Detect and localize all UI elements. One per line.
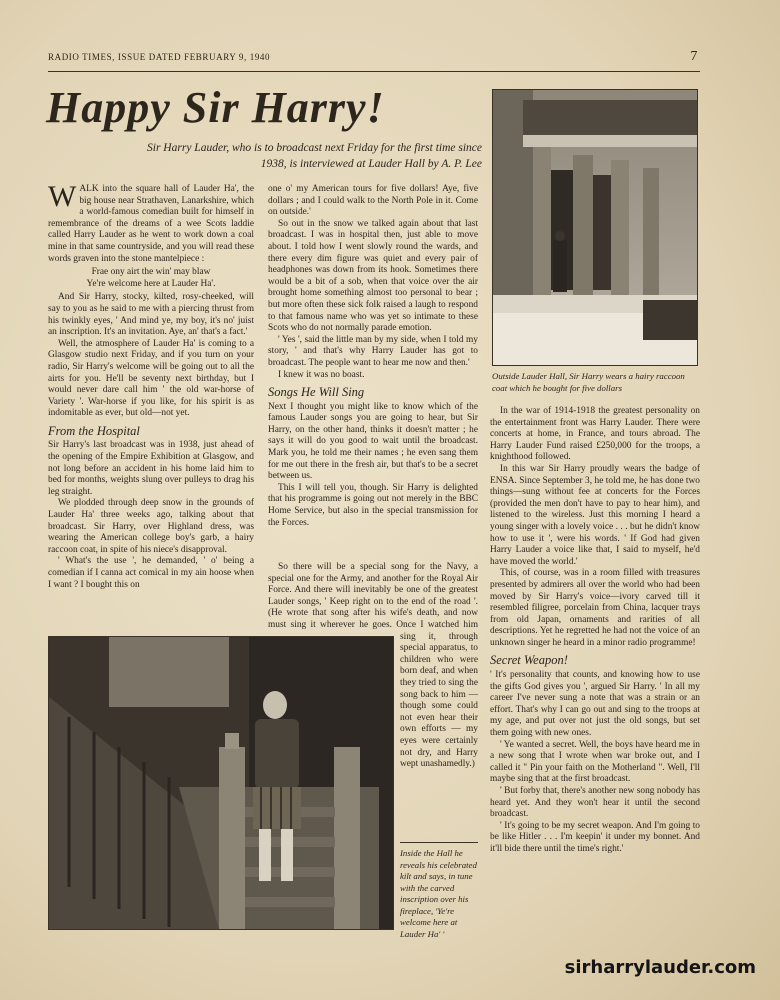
- paragraph: ' Ye wanted a secret. Well, the boys have heard me in a new song that I wrote when war broke out, and I called it " Pin your faith on the Motherland ". Well, I'll maybe sing that at the first broadcast.: [490, 739, 700, 785]
- running-head-text: RADIO TIMES, ISSUE DATED FEBRUARY 9, 1940: [48, 52, 271, 62]
- paragraph: ' Yes ', said the little man by my side, when I told my story, ' and that's why Harry Lauder has got to broadcast. The people want to hear me now and then.': [268, 334, 478, 368]
- section-heading: Secret Weapon!: [490, 653, 568, 668]
- inscription-verse: [48, 267, 254, 290]
- page-number: 7: [690, 49, 698, 64]
- paragraph: So out in the snow we talked again about that last broadcast. I was in hospital then, just able to move about. I told how I went slowly round the wards, and there every dim figure was quiet and every pair of headphones was down from its hook. Sometimes there would be a bit of a sob, when that voice over the air brought home something almost too personal to bear ; but more often these sick folk raised a laugh to respond to that famous name who was yet so intimate to these Scots who do not normally parade emotion.: [268, 218, 478, 334]
- paragraph: [48, 180, 254, 265]
- paragraph-text: So there will be a special song for the Navy, a special one for the Army, and another for the Royal Air Force. And there will inevitably be one of the greatest Lauder songs, ' Keep right on to the end of the road '. (He wrote that song after his wife's death, and now must sing it wherever he goes. Once I watched him sing it, through special apparatus, to children who were born deaf, and when they tried to sing the song back to him — though some could not even hear their own efforts — my eyes were certainly not dry, and Harry wept unashamedly.): [268, 562, 478, 770]
- paragraph: Sir Harry's last broadcast was in 1938, just ahead of the opening of the Empire Exhibition at Glasgow, and not long before an accident in his home laid him to bed for months, weights slung over pulleys to drag his leg straight.: [48, 440, 254, 497]
- paragraph: ' But forby that, there's another new song nobody has heard yet. And they won't hear it until the second broadcast.: [490, 786, 700, 820]
- paragraph-text: ALK into the square hall of Lauder Ha', the big house near Strathaven, Lanarkshire, which a world-famous comedian built for himself in remembrance of the dreams of a wee Scots laddie called Harry Lauder as he went to work down a coal mine in that same countryside, and you will read these words graven into the stone mantelpiece :: [48, 184, 254, 264]
- photo-lauder-hall-exterior: [492, 89, 698, 366]
- article-title: Happy Sir Harry!: [46, 83, 385, 132]
- column-1: [48, 180, 254, 591]
- paragraph: I knew it was no boast.: [278, 369, 365, 380]
- paragraph: ' It's going to be my secret weapon. And I'm going to be like Hitler . . . I'm keepin' it under my bonnet. And it'll bide there until the time's right.': [490, 820, 700, 854]
- verse-line: Ye're welcome here at Lauder Ha'.: [86, 278, 216, 289]
- paragraph: Well, the atmosphere of Lauder Ha' is coming to a Glasgow studio next Friday, and if you turn on your radio, Sir Harry's welcome will be going out to all the airts for you. He'll be seventy next birthday, but I would never dare call him ' the old war-horse of Variety '. War-horse if you like, for his spirit is as indomitable as ever, but old—not yet.: [48, 338, 254, 419]
- paragraph: Next I thought you might like to know which of the famous Lauder songs you are going to hear, but Sir Harry, on the other hand, thinks it doesn't matter ; he says it will do you good to wait until the broadcast. Mark you, he told me their names ; he even sang them for me out there in the fresh air, but that's to be a secret between us.: [268, 401, 478, 482]
- article-subtitle: Sir Harry Lauder, who is to broadcast next Friday for the first time since 1938, is interviewed at Lauder Hall by A. P. Lee: [147, 142, 482, 170]
- photo-illustration: [49, 637, 393, 929]
- running-head: [48, 49, 698, 64]
- paragraph: ' What's the use ', he demanded, ' o' being a comedian if I canna act comical in my ain hoose when I want ? I bought this on: [48, 556, 254, 590]
- caption-rule: [400, 842, 478, 843]
- paragraph: In the war of 1914-1918 the greatest personality on the entertainment front was Harry Lauder. There were concerts at home, in France, and tours abroad. The Harry Lauder Fund raised £250,000 for the troops, a knighthood followed.: [490, 406, 700, 463]
- site-watermark: sirharrylauder.com: [564, 957, 756, 978]
- drop-cap: W: [48, 180, 77, 213]
- paragraph: This I will tell you, though. Sir Harry is delighted that his programme is going out not merely in the BBC Home Service, but also in the special transmission for the Forces.: [268, 482, 478, 528]
- verse-line: Frae ony airt the win' may blaw: [91, 267, 211, 278]
- paragraph: In this war Sir Harry proudly wears the badge of ENSA. Since September 3, he told me, he has done two things—sung without fee at concerts for the Forces (provided the men don't have to pay to hear him), and listened to the wireless. Just this morning I heard a young singer with a lovely voice . . . but he didn't know how to use it ', were his words. ' If God had given Harry Lauder a voice like that, I said to myself, he'd have moved the world.': [490, 463, 700, 567]
- photo-illustration: [493, 90, 697, 365]
- header-rule: [48, 71, 700, 72]
- paragraph: And Sir Harry, stocky, kilted, rosy-cheeked, will say to you as he said to me with a piercing thrust from his twinkly eyes, ' And mind ye, my boy, it's no' juist an inscription. It's an invitation. Aye, an' that's a fact.': [48, 292, 254, 338]
- section-heading: From the Hospital: [48, 423, 140, 438]
- section-heading: Songs He Will Sing: [268, 385, 365, 400]
- column-2: [268, 184, 478, 529]
- caption-stair-photo: Inside the Hall he reveals his celebrated kilt and says, in tune with the carved inscription over his fireplace, 'Ye're welcome here at Lauder Ha' ': [400, 848, 477, 939]
- paragraph: We plodded through deep snow in the grounds of Lauder Ha' three weeks ago, talking about that broadcast. Sir Harry, over Highland dress, was wearing the American college boy's garb, a hairy raccoon coat, in spite of his niece's disapproval.: [48, 498, 254, 555]
- column-3: [490, 406, 700, 856]
- photo-hall-staircase: [48, 636, 394, 930]
- paragraph: This, of course, was in a room filled with treasures presented by admirers all over the world who had been moved by Sir Harry's voice—ivory carved till it resembled filigree, porcelain from China, lacquer trays from old Japan, ornaments and rarities of all descriptions. Yet he regretted he had not the voice of an unknown singer he heard in a minor radio programme!: [490, 568, 700, 648]
- caption-house-photo: Outside Lauder Hall, Sir Harry wears a hairy raccoon coat which he bought for five dollars: [492, 371, 685, 393]
- paragraph: ' It's personality that counts, and knowing how to use the gifts God gives you ', argued Sir Harry. ' In all my career I've never sung a note that was a strain or an effort. That's why I can go out and sing to the troops at my age, and put over not just the old songs, but set them going with new ones.: [490, 670, 700, 739]
- paragraph: one o' my American tours for five dollars! Aye, five dollars ; and I could walk to the North Pole in it. Come on outside.': [268, 184, 478, 218]
